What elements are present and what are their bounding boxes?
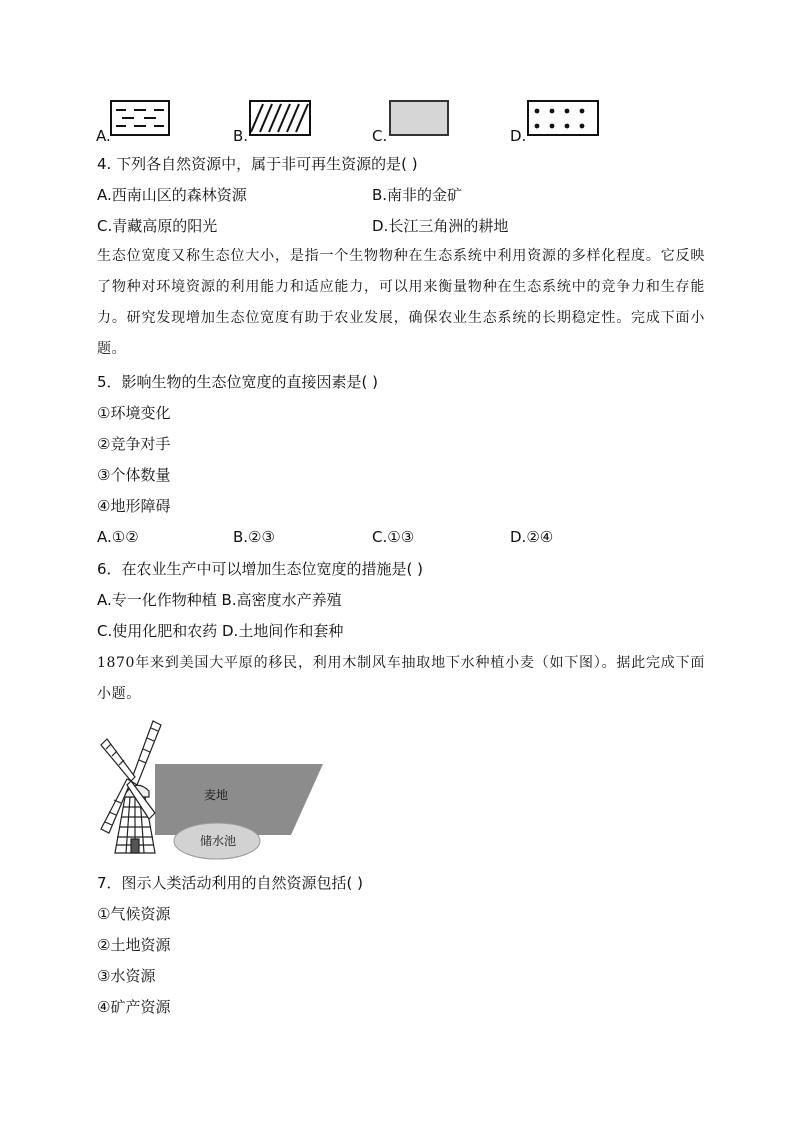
q7-item-4: ④矿产资源 bbox=[97, 998, 171, 1016]
windmill-figure bbox=[95, 715, 330, 865]
pattern-box-diagonal-hatch bbox=[249, 100, 311, 136]
q7-stem: 7．图示人类活动利用的自然资源包括( ) bbox=[97, 874, 364, 892]
q5-item-1: ①环境变化 bbox=[97, 404, 171, 422]
wheat-field-label: 麦地 bbox=[204, 788, 229, 802]
q6-stem: 6．在农业生产中可以增加生态位宽度的措施是( ) bbox=[97, 560, 424, 578]
q4-stem: 4. 下列各自然资源中，属于非可再生资源的是( ) bbox=[97, 155, 418, 173]
q5-item-3: ③个体数量 bbox=[97, 466, 171, 484]
q4-option-d: D.长江三角洲的耕地 bbox=[372, 217, 509, 235]
passage-windmill: 1870年来到美国大平原的移民，利用木制风车抽取地下水种植小麦（如下图）。据此完成下面小题。 bbox=[97, 655, 705, 702]
passage-niche-breadth: 生态位宽度又称生态位大小，是指一个生物物种在生态系统中利用资源的多样化程度。它反映了物种对环境资源的利用能力和适应能力，可以用来衡量物种在生态系统中的竞争力和生存能力。研究发现增加生态位宽度有助于农业发展，确保农业生态系统的长期稳定性。完成下面小题。 bbox=[97, 248, 705, 357]
q5-option-b: B.②③ bbox=[233, 528, 275, 546]
q4-option-b: B.南非的金矿 bbox=[372, 186, 463, 204]
pattern-option-d-label: D. bbox=[510, 127, 527, 145]
q7-item-2: ②土地资源 bbox=[97, 936, 171, 954]
q5-item-2: ②竞争对手 bbox=[97, 435, 171, 453]
pattern-option-b-label: B. bbox=[233, 127, 249, 145]
q5-option-d: D.②④ bbox=[510, 528, 554, 546]
q7-item-3: ③水资源 bbox=[97, 967, 156, 985]
pattern-box-dots bbox=[527, 100, 599, 136]
q4-option-c: C.青藏高原的阳光 bbox=[97, 217, 218, 235]
q5-stem: 5．影响生物的生态位宽度的直接因素是( ) bbox=[97, 373, 379, 391]
wheat-field-shape bbox=[155, 764, 323, 835]
q5-item-4: ④地形障碍 bbox=[97, 497, 171, 515]
pattern-box-gray-fill bbox=[389, 100, 449, 136]
q6-options-row-2: C.使用化肥和农药 D.土地间作和套种 bbox=[97, 622, 344, 640]
windmill-drawing bbox=[101, 721, 161, 853]
reservoir-label: 储水池 bbox=[200, 834, 237, 848]
pattern-option-c-label: C. bbox=[372, 127, 388, 145]
q4-option-a: A.西南山区的森林资源 bbox=[97, 186, 247, 204]
pattern-box-dashes bbox=[110, 100, 170, 136]
pattern-option-a-label: A. bbox=[96, 127, 111, 145]
q5-option-a: A.①② bbox=[97, 528, 139, 546]
q5-option-c: C.①③ bbox=[372, 528, 415, 546]
q7-item-1: ①气候资源 bbox=[97, 905, 171, 923]
q6-options-row-1: A.专一化作物种植 B.高密度水产养殖 bbox=[97, 591, 342, 609]
